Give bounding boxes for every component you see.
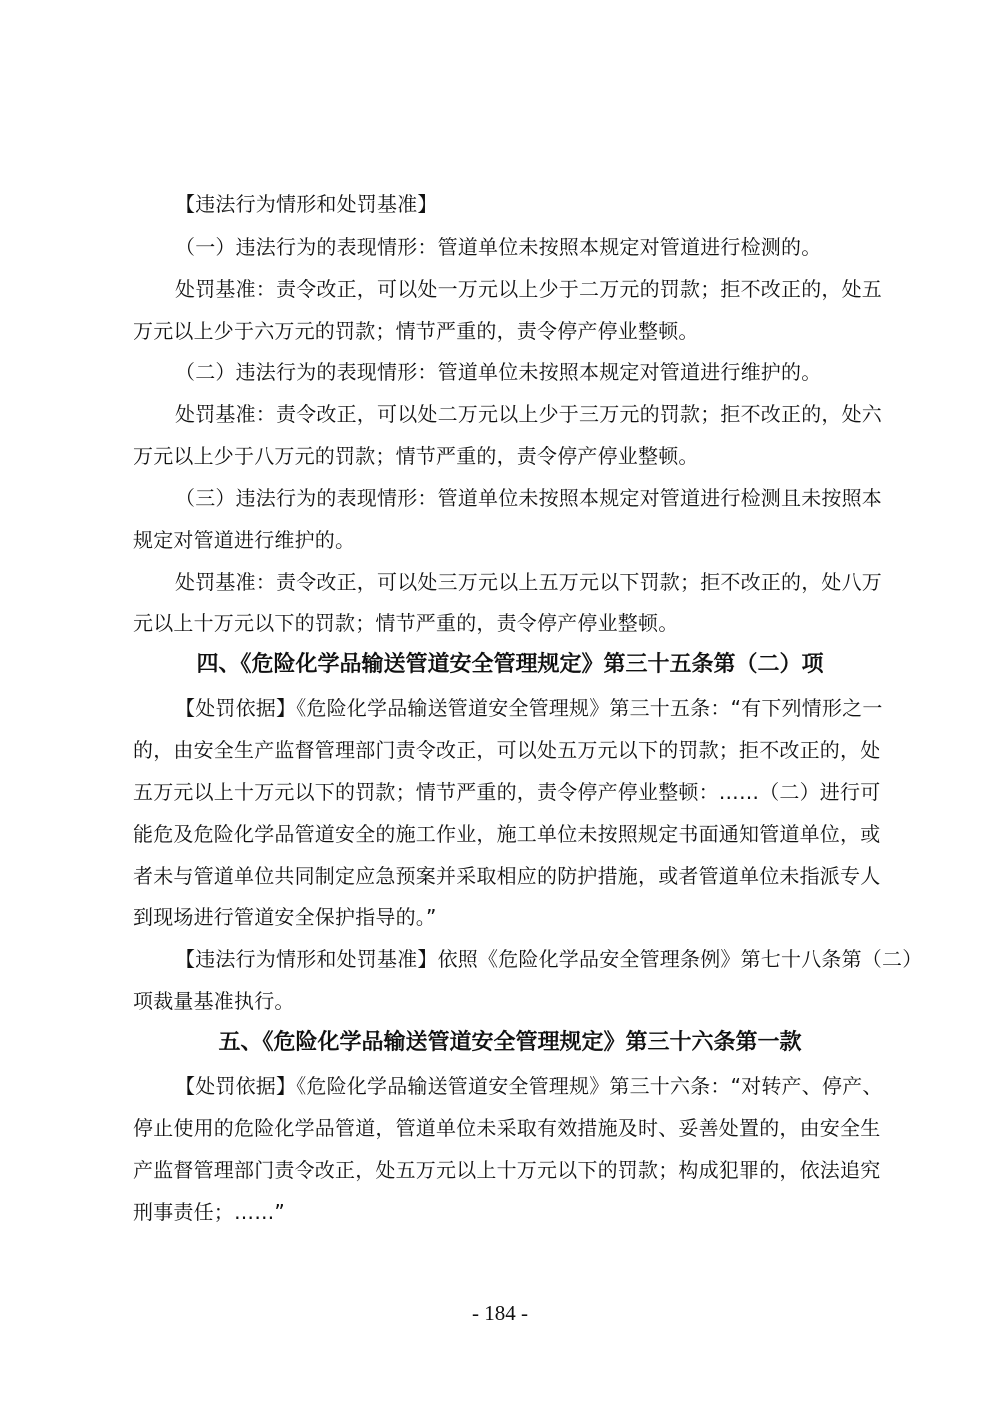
paragraph-line: 五万元以上十万元以下的罚款；情节严重的，责令停产停业整顿：……（二）进行可	[133, 780, 881, 804]
section-heading: 四、《危险化学品输送管道安全管理规定》第三十五条第（二）项	[196, 651, 824, 677]
paragraph-line: 元以上十万元以下的罚款；情节严重的，责令停产停业整顿。	[133, 611, 679, 635]
paragraph-line: 刑事责任；……”	[133, 1200, 285, 1224]
paragraph-line: （一）违法行为的表现情形：管道单位未按照本规定对管道进行检测的。	[175, 235, 822, 259]
paragraph-line: 【违法行为情形和处罚基准】	[175, 192, 438, 216]
paragraph-line: （三）违法行为的表现情形：管道单位未按照本规定对管道进行检测且未按照本	[175, 486, 882, 510]
paragraph-line: 处罚基准：责令改正，可以处二万元以上少于三万元的罚款；拒不改正的，处六	[175, 402, 882, 426]
paragraph-line: 产监督管理部门责令改正，处五万元以上十万元以下的罚款；构成犯罪的，依法追究	[133, 1158, 881, 1182]
paragraph-line: 的，由安全生产监督管理部门责令改正，可以处五万元以下的罚款；拒不改正的，处	[133, 738, 881, 762]
paragraph-line: 【处罚依据】《危险化学品输送管道安全管理规》第三十六条：“对转产、停产、	[175, 1074, 883, 1098]
paragraph-line: 万元以上少于六万元的罚款；情节严重的，责令停产停业整顿。	[133, 319, 699, 343]
paragraph-line: 处罚基准：责令改正，可以处一万元以上少于二万元的罚款；拒不改正的，处五	[175, 277, 882, 301]
paragraph-line: （二）违法行为的表现情形：管道单位未按照本规定对管道进行维护的。	[175, 360, 822, 384]
paragraph-line: 万元以上少于八万元的罚款；情节严重的，责令停产停业整顿。	[133, 444, 699, 468]
paragraph-line: 【处罚依据】《危险化学品输送管道安全管理规》第三十五条：“有下列情形之一	[175, 696, 883, 720]
paragraph-line: 处罚基准：责令改正，可以处三万元以上五万元以下罚款；拒不改正的，处八万	[175, 570, 882, 594]
paragraph-line: 项裁量基准执行。	[133, 989, 295, 1013]
paragraph-line: 者未与管道单位共同制定应急预案并采取相应的防护措施，或者管道单位未指派专人	[133, 864, 881, 888]
paragraph-line: 【违法行为情形和处罚基准】依照《危险化学品安全管理条例》第七十八条第（二）	[175, 947, 923, 971]
paragraph-line: 能危及危险化学品管道安全的施工作业，施工单位未按照规定书面通知管道单位，或	[133, 822, 881, 846]
page-number: - 184 -	[472, 1301, 528, 1325]
paragraph-line: 停止使用的危险化学品管道，管道单位未采取有效措施及时、妥善处置的，由安全生	[133, 1116, 881, 1140]
paragraph-line: 规定对管道进行维护的。	[133, 528, 356, 552]
section-heading: 五、《危险化学品输送管道安全管理规定》第三十六条第一款	[218, 1029, 802, 1055]
paragraph-line: 到现场进行管道安全保护指导的。”	[133, 905, 437, 929]
